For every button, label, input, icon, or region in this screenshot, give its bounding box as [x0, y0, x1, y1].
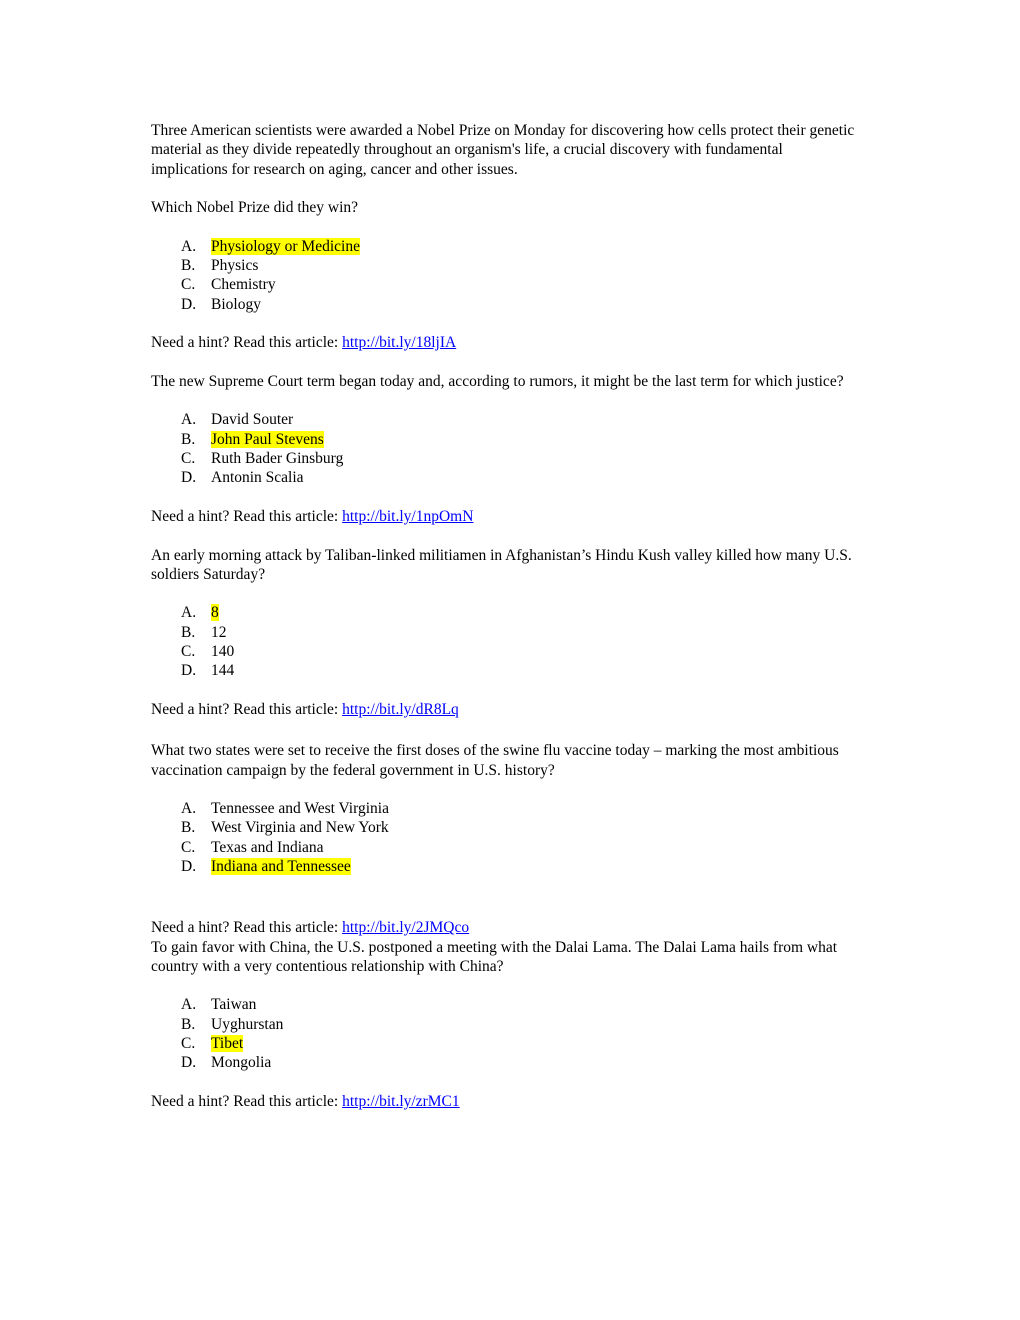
hint-line: [151, 1092, 863, 1111]
option-text: 140: [211, 643, 235, 661]
question-4-options: [151, 799, 863, 876]
option-text-correct: Tibet: [211, 1035, 244, 1053]
question-3-text: An early morning attack by Taliban-linked militiamen in Afghanistan’s Hindu Kush valley killed how many U.S. soldiers Saturday?: [151, 546, 852, 583]
hint-prefix: Need a hint? Read this article:: [151, 700, 343, 718]
option-text: Ruth Bader Ginsburg: [211, 450, 344, 468]
option-letter: A.: [181, 237, 197, 255]
option-text: Taiwan: [211, 996, 257, 1014]
option-text: Mongolia: [211, 1054, 272, 1072]
hint-prefix: Need a hint? Read this article:: [151, 507, 343, 525]
question-5-text: To gain favor with China, the U.S. postponed a meeting with the Dalai Lama. The Dalai Lama hails from what country with a very contentious relationship with China?: [151, 938, 838, 975]
option-item: [151, 1034, 863, 1053]
question-1-options: [151, 237, 863, 314]
option-item: [151, 642, 863, 661]
hint-prefix: Need a hint? Read this article:: [151, 334, 343, 352]
option-text: Uyghurstan: [211, 1015, 284, 1033]
option-item: [151, 1053, 863, 1072]
question-1-context: Three American scientists were awarded a Nobel Prize on Monday for discovering how cells protect their genetic material as they divide repeatedly throughout an organism's life, a crucial discovery with fundamental implications for research on aging, cancer and other issues.: [151, 122, 855, 178]
hint-link[interactable]: http://bit.ly/1npOmN: [342, 507, 474, 525]
option-item: [151, 256, 863, 275]
option-item: [151, 857, 863, 876]
option-text: Antonin Scalia: [211, 469, 304, 487]
option-text: David Souter: [211, 411, 294, 429]
hint-link[interactable]: http://bit.ly/2JMQco: [342, 919, 470, 937]
question-3-options: [151, 603, 863, 680]
option-letter: B.: [181, 430, 196, 448]
option-text-correct: John Paul Stevens: [211, 430, 324, 448]
option-text: 144: [211, 662, 235, 680]
question-4-text: What two states were set to receive the first doses of the swine flu vaccine today – marking the most ambitious vaccination campaign by the federal government in U.S. history?: [151, 742, 839, 779]
option-item: [151, 468, 863, 487]
question-2-options: [151, 410, 863, 487]
option-text: Physics: [211, 257, 259, 275]
option-item: [151, 295, 863, 314]
option-letter: D.: [181, 295, 197, 313]
option-letter: D.: [181, 662, 197, 680]
option-letter: D.: [181, 1054, 197, 1072]
option-item: [151, 1015, 863, 1034]
option-letter: B.: [181, 257, 196, 275]
option-text: West Virginia and New York: [211, 819, 389, 837]
option-letter: A.: [181, 996, 197, 1014]
option-text: 12: [211, 623, 227, 641]
option-item: [151, 661, 863, 680]
option-item: [151, 410, 863, 429]
option-item: [151, 237, 863, 256]
option-letter: B.: [181, 1015, 196, 1033]
option-text-correct: Indiana and Tennessee: [211, 857, 351, 875]
option-letter: A.: [181, 604, 197, 622]
hint-line: [151, 333, 863, 352]
option-text-correct: Physiology or Medicine: [211, 237, 360, 255]
option-letter: C.: [181, 276, 196, 294]
option-letter: C.: [181, 1035, 196, 1053]
question-1-text: Which Nobel Prize did they win?: [151, 199, 359, 217]
option-letter: A.: [181, 800, 197, 818]
option-item: [151, 430, 863, 449]
hint-link[interactable]: http://bit.ly/zrMC1: [342, 1092, 460, 1110]
option-letter: B.: [181, 819, 196, 837]
option-text: Texas and Indiana: [211, 838, 324, 856]
option-text-correct: 8: [211, 604, 219, 622]
hint-link[interactable]: http://bit.ly/18ljIA: [342, 334, 457, 352]
document-page: [151, 121, 863, 1131]
hint-line: [151, 700, 863, 719]
option-item: [151, 799, 863, 818]
question-5-options: [151, 995, 863, 1072]
option-text: Chemistry: [211, 276, 276, 294]
option-item: [151, 838, 863, 857]
question-2-text: The new Supreme Court term began today and, according to rumors, it might be the last term for which justice?: [151, 372, 844, 390]
option-letter: D.: [181, 469, 197, 487]
hint-prefix: Need a hint? Read this article:: [151, 919, 343, 937]
hint-prefix: Need a hint? Read this article:: [151, 1092, 343, 1110]
option-item: [151, 995, 863, 1014]
option-item: [151, 623, 863, 642]
option-text: Tennessee and West Virginia: [211, 800, 389, 818]
option-item: [151, 449, 863, 468]
hint-link[interactable]: http://bit.ly/dR8Lq: [342, 700, 459, 718]
hint-line: [151, 507, 863, 526]
option-letter: C.: [181, 450, 196, 468]
option-item: [151, 275, 863, 294]
option-letter: C.: [181, 643, 196, 661]
option-text: Biology: [211, 295, 261, 313]
option-letter: B.: [181, 623, 196, 641]
hint-line: [151, 918, 863, 937]
option-item: [151, 818, 863, 837]
option-item: [151, 603, 863, 622]
option-letter: C.: [181, 838, 196, 856]
option-letter: A.: [181, 411, 197, 429]
option-letter: D.: [181, 857, 197, 875]
